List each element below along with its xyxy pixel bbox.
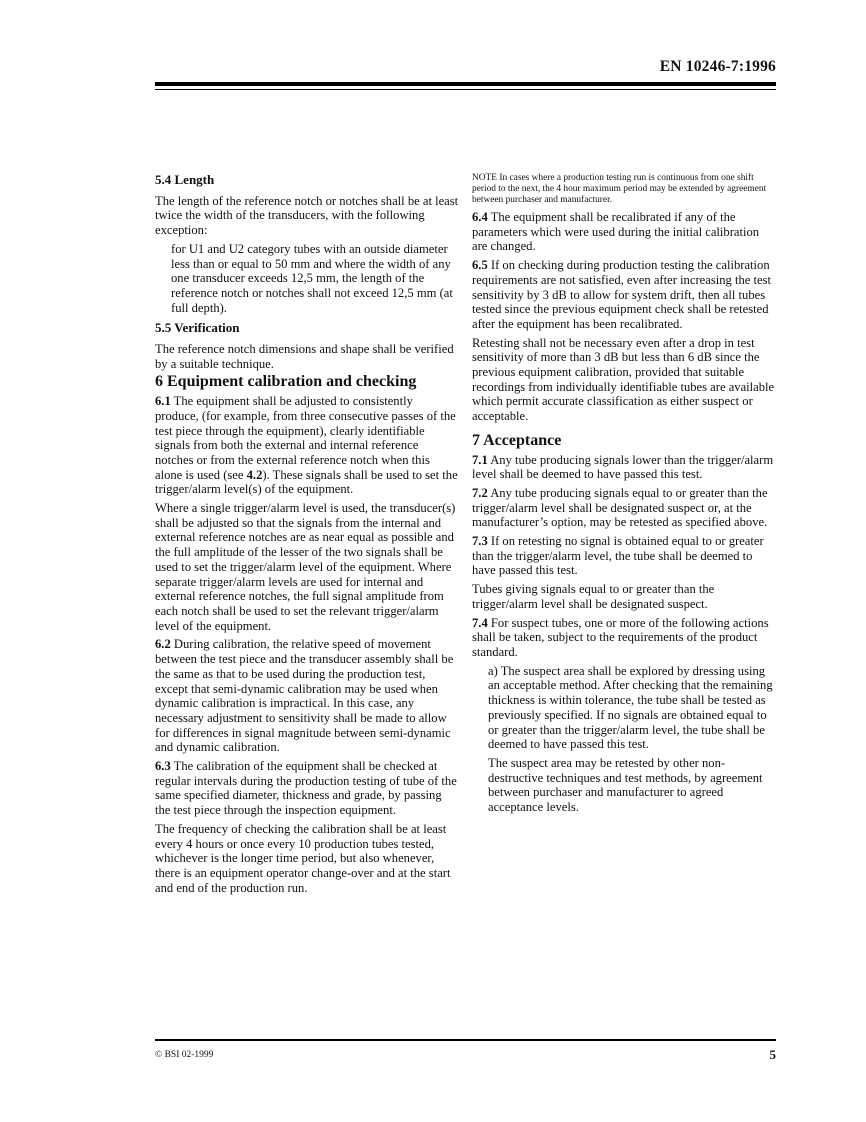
paragraph-retesting: Retesting shall not be necessary even after a drop in test sensitivity of more than 3 dB but less than 6 dB since the previous equipment calibration, provided that suitable recordings from individually identifiable tubes are available which permit accurate classification as either suspect or acceptable. [472, 335, 775, 424]
section-5-5-text: The reference notch dimensions and shape shall be verified by a suitable technique. [155, 342, 454, 371]
clause-7-4-text: For suspect tubes, one or more of the following actions shall be taken, subject to the requirements of the product standard. [472, 615, 769, 659]
clause-7-4-number: 7.4 [472, 615, 488, 630]
copyright: © BSI 02-1999 [155, 1050, 214, 1060]
section-6-heading: 6 Equipment calibration and checking [155, 373, 417, 391]
page-number: 5 [769, 1047, 776, 1062]
clause-7-3-text: If on retesting no signal is obtained equal to or greater than the trigger/alarm level, the tube shall be deemed to have passed this test. [472, 534, 764, 578]
clause-7-2-number: 7.2 [472, 485, 488, 500]
clause-7-1-number: 7.1 [472, 452, 488, 467]
clause-6-2-number: 6.2 [155, 637, 171, 652]
clause-7-2 [472, 486, 776, 530]
section-7-heading: 7 Acceptance [472, 431, 562, 449]
clause-6-4-number: 6.4 [472, 210, 488, 224]
paragraph-suspect: Tubes giving signals equal to or greater than the trigger/alarm level shall be designated suspect. [472, 582, 715, 611]
clause-6-5-text: If on checking during production testing the calibration requirements are not satisfied, even after increasing the test sensitivity by 3 dB to allow for system drift, then all tubes tested since the previous equipment check shall be retested after the equipment has been recalibrated. [472, 258, 771, 331]
clause-6-2 [155, 637, 459, 755]
left-column [155, 173, 459, 899]
clause-6-2-text: During calibration, the relative speed of movement between the test piece and the transducer assembly shall be the same as that to be used during the production test, except that semi-dynamic calibration may be used when dynamic calibration is impractical. In this case, any necessary adjustment to sensitivity shall be made to allow for differences in signal magnitude between semi-dynamic and dynamic calibration. [155, 637, 454, 755]
section-5-4-exception: for U1 and U2 category tubes with an outside diameter less than or equal to 50 mm and where the width of any one transducer exceeds 12,5 mm, the length of the reference notch or notches shall not exceed 12,5 mm (at full depth). [171, 241, 453, 315]
list-item-a: a) The suspect area shall be explored by dressing using an acceptable method. After checking that the remaining thickness is within tolerance, the tube shall be tested as previously specified. If no signals are obtained equal to or greater than the trigger/alarm level, the tube shall be deemed to have passed this test. [488, 663, 773, 752]
clause-6-4 [472, 210, 776, 254]
clause-7-3 [472, 534, 776, 578]
document-id: EN 10246-7:1996 [659, 58, 776, 75]
note: NOTE In cases where a production testing run is continuous from one shift period to the next, the 4 hour maximum period may be extended by agreement between purchaser and manufacturer. [472, 173, 767, 205]
list-item-a-continued: The suspect area may be retested by other non-destructive techniques and test methods, by agreement between purchaser and manufacturer to agreed acceptance levels. [488, 755, 763, 815]
clause-6-3 [155, 759, 459, 818]
paragraph-trigger-level: Where a single trigger/alarm level is used, the transducer(s) shall be adjusted so that the signals from the internal and external reference notches are as near equal as possible and the full amplitude of the lesser of the two signals shall be used to set the trigger/alarm level of the equipment. Where separate trigger/alarm levels are used for internal and external reference notches, the full signal amplitude from each notch shall be used to set the relevant trigger/alarm level of the equipment. [155, 501, 456, 633]
paragraph-frequency: The frequency of checking the calibration shall be at least every 4 hours or once every 10 production tubes tested, whichever is the longer time period, but also whenever, there is an equipment operator change-over and at the start and end of the production run. [155, 821, 451, 895]
right-column [472, 173, 776, 819]
clause-7-1 [472, 453, 776, 482]
section-5-4-heading: 5.4 Length [155, 172, 215, 187]
clause-7-3-number: 7.3 [472, 534, 488, 549]
clause-7-2-text: Any tube producing signals equal to or greater than the trigger/alarm level shall be designated suspect or, at the manufacturer’s option, may be retested as specified above. [472, 485, 768, 530]
clause-6-1 [155, 394, 459, 497]
clause-7-4 [472, 616, 776, 660]
clause-6-5-number: 6.5 [472, 258, 488, 273]
header-rule-thin [155, 89, 776, 90]
clause-6-3-text: The calibration of the equipment shall be checked at regular intervals during the production testing of tube of the same specified diameter, thickness and grade, by passing the test piece through the inspection equipment. [155, 759, 457, 818]
clause-6-1-tail: ). These signals shall be used to set the trigger/alarm level(s) of the equipment. [155, 467, 458, 497]
clause-ref-4-2: 4.2 [246, 467, 263, 482]
clause-7-1-text: Any tube producing signals lower than the trigger/alarm level shall be deemed to have passed this test. [472, 452, 774, 482]
clause-6-1-number: 6.1 [155, 394, 171, 409]
footer-rule [155, 1039, 776, 1041]
clause-6-5 [472, 258, 776, 332]
section-5-5-heading: 5.5 Verification [155, 320, 240, 336]
clause-6-4-text: The equipment shall be recalibrated if any of the parameters which were used during the initial calibration are changed. [472, 210, 760, 254]
clause-6-3-number: 6.3 [155, 759, 171, 774]
clause-6-1-text: The equipment shall be adjusted to consistently produce, (for example, from three consecutive passes of the test piece through the equipment), clearly identifiable signals from both the external and internal reference notches or from the external reference notch when this alone is used (see [155, 394, 456, 482]
section-5-4-text: The length of the reference notch or notches shall be at least twice the width of the transducers, with the following exception: [155, 193, 459, 238]
header-rule-thick [155, 82, 776, 86]
